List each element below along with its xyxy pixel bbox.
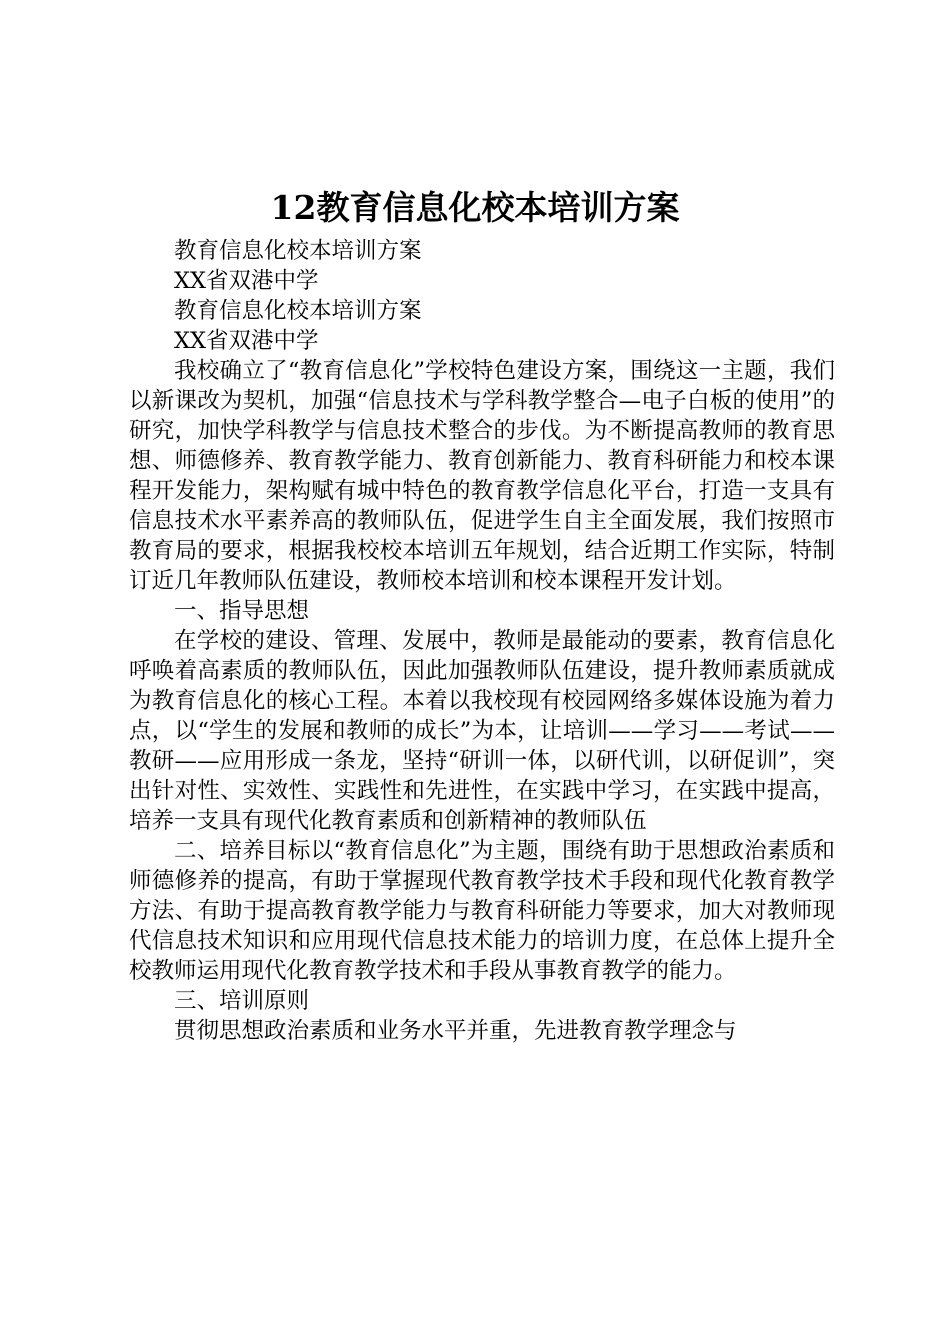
section-heading: 一、指导思想 bbox=[174, 598, 310, 624]
document-body bbox=[129, 236, 835, 1046]
document-title: 12教育信息化校本培训方案 bbox=[270, 188, 680, 227]
subtitle-line: 教育信息化校本培训方案 bbox=[174, 238, 422, 264]
school-line: XX省双港中学 bbox=[174, 268, 319, 294]
subtitle-line: 教育信息化校本培训方案 bbox=[174, 298, 422, 324]
body-paragraph: 贯彻思想政治素质和业务水平并重，先进教育教学理念与 bbox=[174, 1018, 737, 1044]
school-line: XX省双港中学 bbox=[174, 328, 319, 354]
body-paragraph: 二、培养目标以“教育信息化”为主题，围绕有助于思想政治素质和师德修养的提高，有助于掌握现代教育教学技术手段和现代化教育教学方法、有助于提高教育教学能力与教育科研能力等要求，加大对教师现代信息技术知识和应用现代信息技术能力的培训力度，在总体上提升全校教师运用现代化教育教学技术和手段从事教育教学的能力。 bbox=[129, 838, 835, 984]
section-heading: 三、培训原则 bbox=[174, 988, 310, 1014]
intro-paragraph: 我校确立了“教育信息化”学校特色建设方案，围绕这一主题，我们以新课改为契机，加强“信息技术与学科教学整合—电子白板的使用”的研究，加快学科教学与信息技术整合的步伐。为不断提高教师的教育思想、师德修养、教育教学能力、教育创新能力、教育科研能力和校本课程开发能力，架构赋有城中特色的教育教学信息化平台，打造一支具有信息技术水平素养高的教师队伍，促进学生自主全面发展，我们按照市教育局的要求，根据我校校本培训五年规划，结合近期工作实际，特制订近几年教师队伍建设，教师校本培训和校本课程开发计划。 bbox=[129, 358, 835, 594]
body-paragraph: 在学校的建设、管理、发展中，教师是最能动的要素，教育信息化呼唤着高素质的教师队伍，因此加强教师队伍建设，提升教师素质就成为教育信息化的核心工程。本着以我校现有校园网络多媒体设施为着力点，以“学生的发展和教师的成长”为本，让培训——学习——考试——教研——应用形成一条龙，坚持“研训一体，以研代训，以研促训”，突出针对性、实效性、实践性和先进性，在实践中学习，在实践中提高，培养一支具有现代化教育素质和创新精神的教师队伍 bbox=[129, 628, 835, 834]
